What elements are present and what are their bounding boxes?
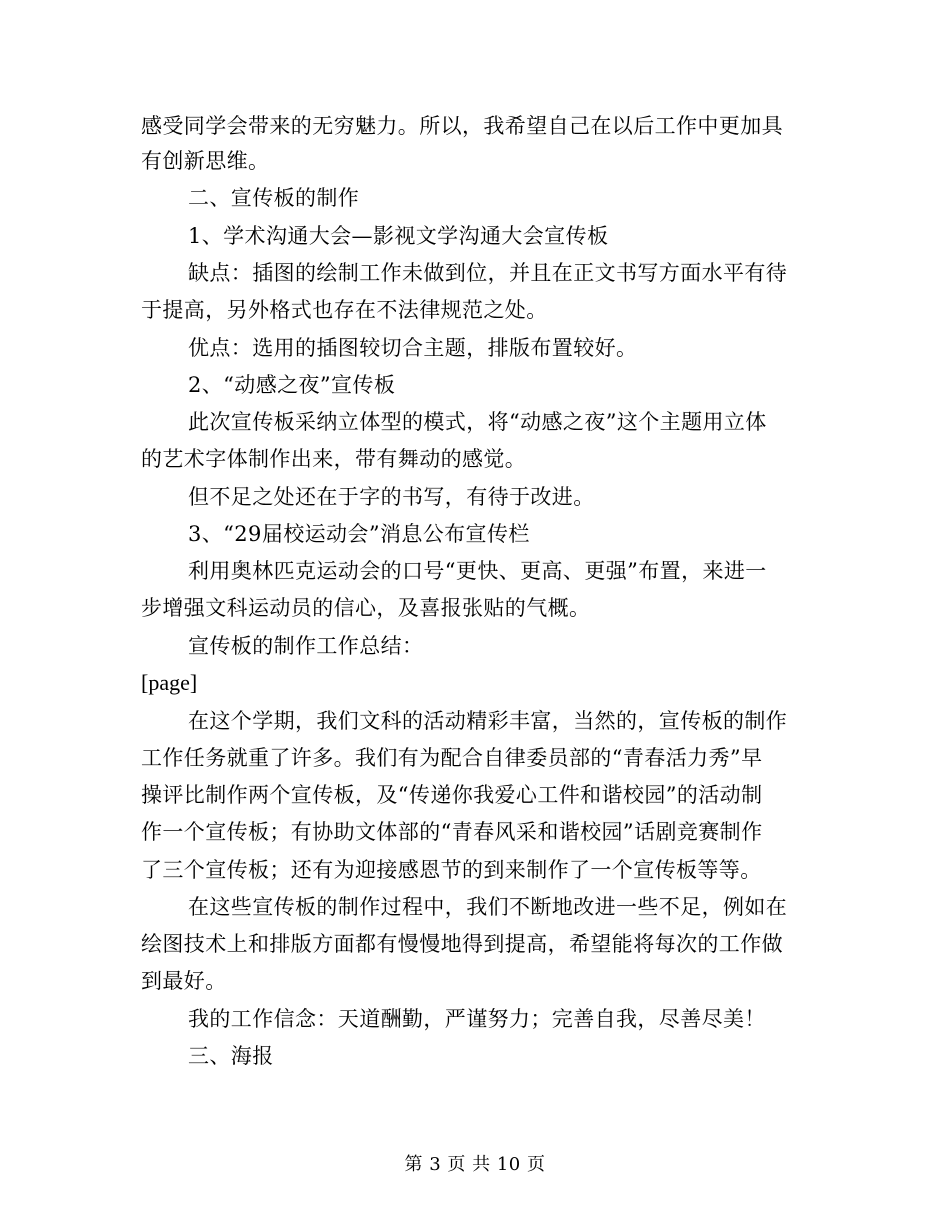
body-line-15: 宣传板的制作工作总结： xyxy=(188,634,424,658)
body-line-19: 操评比制作两个宣传板，及“传递你我爱心工件和谐校园”的活动制 xyxy=(141,783,763,807)
body-line-17: 在这个学期，我们文科的活动精彩丰富，当然的，宣传板的制作 xyxy=(188,709,788,733)
body-line-24: 到最好。 xyxy=(141,969,227,993)
page-footer xyxy=(0,1150,950,1180)
body-line-11: 但不足之处还在于字的书写，有待于改进。 xyxy=(188,485,595,509)
subsection-heading-1: 1、学术沟通大会—影视文学沟通大会宣传板 xyxy=(188,224,609,248)
body-line-5: 缺点：插图的绘制工作未做到位，并且在正文书写方面水平有待 xyxy=(188,261,788,285)
body-line-25: 我的工作信念：天道酬勤，严谨努力；完善自我，尽善尽美！ xyxy=(188,1007,766,1031)
body-line-10: 的艺术字体制作出来，带有舞动的感觉。 xyxy=(141,447,527,471)
section-heading-2: 二、宣传板的制作 xyxy=(188,186,360,210)
page-marker: [page] xyxy=(141,670,198,695)
body-line-13: 利用奥林匹克运动会的口号“更快、更高、更强”布置，来进一 xyxy=(188,559,767,583)
body-line-9: 此次宣传板采纳立体型的模式，将“动感之夜”这个主题用立体 xyxy=(188,410,767,434)
body-line-18: 工作任务就重了许多。我们有为配合自律委员部的“青春活力秀”早 xyxy=(141,746,763,770)
subsection-heading-2: 2、“动感之夜”宣传板 xyxy=(188,373,396,397)
body-line-21: 了三个宣传板；还有为迎接感恩节的到来制作了一个宣传板等等。 xyxy=(141,858,762,882)
body-line-22: 在这些宣传板的制作过程中，我们不断地改进一些不足，例如在 xyxy=(188,895,788,919)
body-line-2: 有创新思维。 xyxy=(141,149,270,173)
body-line-6: 于提高，另外格式也存在不法律规范之处。 xyxy=(141,298,548,322)
body-line-1: 感受同学会带来的无穷魅力。所以，我希望自己在以后工作中更加具 xyxy=(141,114,783,138)
body-line-7: 优点：选用的插图较切合主题，排版布置较好。 xyxy=(188,336,638,360)
subsection-heading-3: 3、“29届校运动会”消息公布宣传栏 xyxy=(188,522,530,546)
body-line-14: 步增强文科运动员的信心，及喜报张贴的气概。 xyxy=(141,596,591,620)
page-indicator: 第 3 页 共 10 页 xyxy=(404,1154,546,1175)
body-line-20: 作一个宣传板；有协助文体部的“青春风采和谐校园”话剧竞赛制作 xyxy=(141,820,763,844)
section-heading-3: 三、海报 xyxy=(188,1044,274,1068)
body-line-23: 绘图技术上和排版方面都有慢慢地得到提高，希望能将每次的工作做 xyxy=(141,932,783,956)
